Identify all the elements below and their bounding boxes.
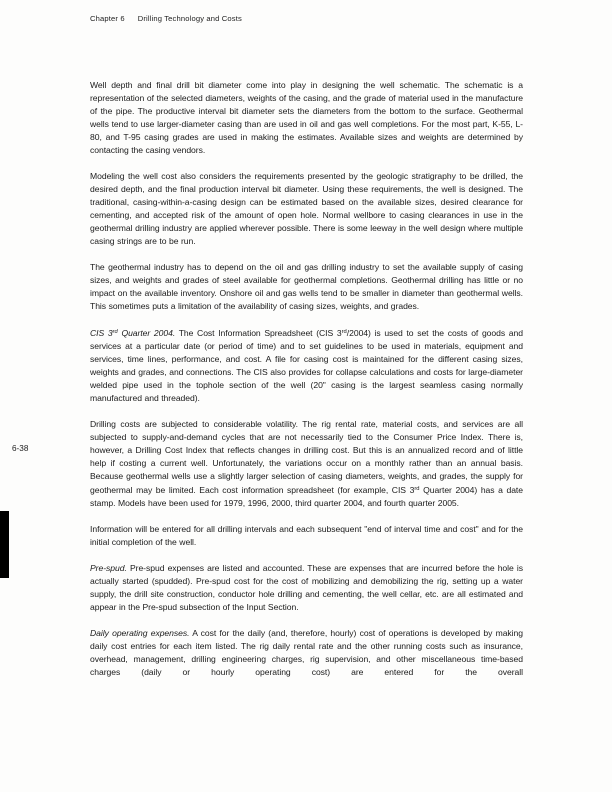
paragraph xyxy=(90,562,523,614)
superscript-text: rd xyxy=(341,329,347,335)
body-text xyxy=(90,79,523,692)
text-run: The geothermal industry has to depend on the oil and gas drilling industry to set the available supply of casing sizes, and weights and grades of steel available for geothermal completions. Geothermal drilling has little or no impact on the available inventory. Onshore oil and gas wells tend to be smaller in diameter than geothermal wells. This sometimes puts a limitation of the availability of casing sizes, weights, and grades. xyxy=(90,262,523,311)
text-run: A cost for the daily (and, therefore, hourly) cost of operations is developed by making daily cost entries for each item listed. The rig daily rental rate and the other running costs such as insurance, overhead, management, drilling engineering charges, rig supervision, and other miscellaneous time-based charges (daily or hourly operating cost) are entered for the overall xyxy=(90,628,523,678)
text-run: Well depth and final drill bit diameter come into play in designing the well schematic. The schematic is a representation of the selected diameters, weights of the casing, and the grade of material used in the manufacture of the pipe. The productive interval bit diameter sets the diameters from the bottom to the surface. Geothermal wells tend to use larger-diameter casing than are used in oil and gas well completions. For the most part, K-55, L-80, and T-95 casing grades are used in making the estimates. Available sizes and weights are determined by contacting the casing vendors. xyxy=(90,80,523,155)
page-number-label: 6-38 xyxy=(12,444,29,453)
page-header xyxy=(90,14,242,23)
text-run: Modeling the well cost also considers the requirements presented by the geologic stratigraphy to be drilled, the desired depth, and the final production interval bit diameter. Using these requirements, the well is designed. The traditional, casing-within-a-casing design can be estimated based on the available sizes, desired clearance for cementing, and accepted risk of the amount of open hole. Normal wellbore to casing clearances in use in the geothermal drilling industry are applied wherever possible. There is some leeway in the well design where multiple casing strings are to be run. xyxy=(90,171,523,246)
run-in-heading: Quarter 2004. xyxy=(117,328,176,339)
run-in-heading: Daily operating expenses. xyxy=(90,628,190,639)
text-run: Pre-spud expenses are listed and accounted. These are expenses that are incurred before the hole is actually started (spudded). Pre-spud cost for the cost of mobilizing and demobilizing the rig, setting up a water supply, the drill site construction, conductor hole drilling and cementing, the well cellar, etc. are all estimated and appear in the Pre-spud subsection of the Input Section. xyxy=(90,563,523,613)
paragraph xyxy=(90,523,523,549)
text-run: /2004) is used to set the costs of goods and services at a particular date (or period of time) and to set guidelines to be used in materials, equipment and services, time lines, performance, and cost. A file for casing cost is maintained for the different casing sizes, weights and grades, and connections. The CIS also provides for collapse calculations and costs for large-diameter welded pipe used in the tophole section of the well (20" casing is the largest seamless casing normally manufactured and threaded). xyxy=(90,328,523,404)
header-chapter-label: Chapter 6 xyxy=(90,14,125,23)
text-run: Quarter 2004) has a date stamp. Models have been used for 1979, 1996, 2000, third quarter 2004, and fourth quarter 2005. xyxy=(90,485,523,509)
text-run: The Cost Information Spreadsheet (CIS 3 xyxy=(175,328,342,339)
superscript-text: rd xyxy=(112,329,118,335)
paragraph xyxy=(90,170,523,248)
run-in-heading: CIS 3 xyxy=(90,328,113,339)
header-title-label: Drilling Technology and Costs xyxy=(137,14,242,23)
paragraph xyxy=(90,627,523,679)
superscript-text: rd xyxy=(414,486,420,493)
run-in-heading: Pre-spud. xyxy=(90,563,127,574)
text-run: Drilling costs are subjected to considerable volatility. The rig rental rate, material costs, and services are all subjected to supply-and-demand cycles that are not necessarily tied to the Consumer Price Index. There is, however, a Drilling Cost Index that reflects changes in drilling cost. But this is an annualized record and of little help if costing a current well. Unfortunately, the variations occur on a monthly rather than an annual basis. Because geothermal wells use a slightly larger selection of casing diameters, weights, and grades, the supply for geothermal may be limited. Each cost information spreadsheet (for example, CIS 3 xyxy=(90,419,523,496)
paragraph xyxy=(90,418,523,510)
paragraph xyxy=(90,261,523,313)
chapter-edge-tab-bar xyxy=(0,511,9,578)
paragraph xyxy=(90,326,523,405)
paragraph xyxy=(90,79,523,157)
text-run: Information will be entered for all drilling intervals and each subsequent "end of interval time and cost" and for the initial completion of the well. xyxy=(90,524,523,548)
